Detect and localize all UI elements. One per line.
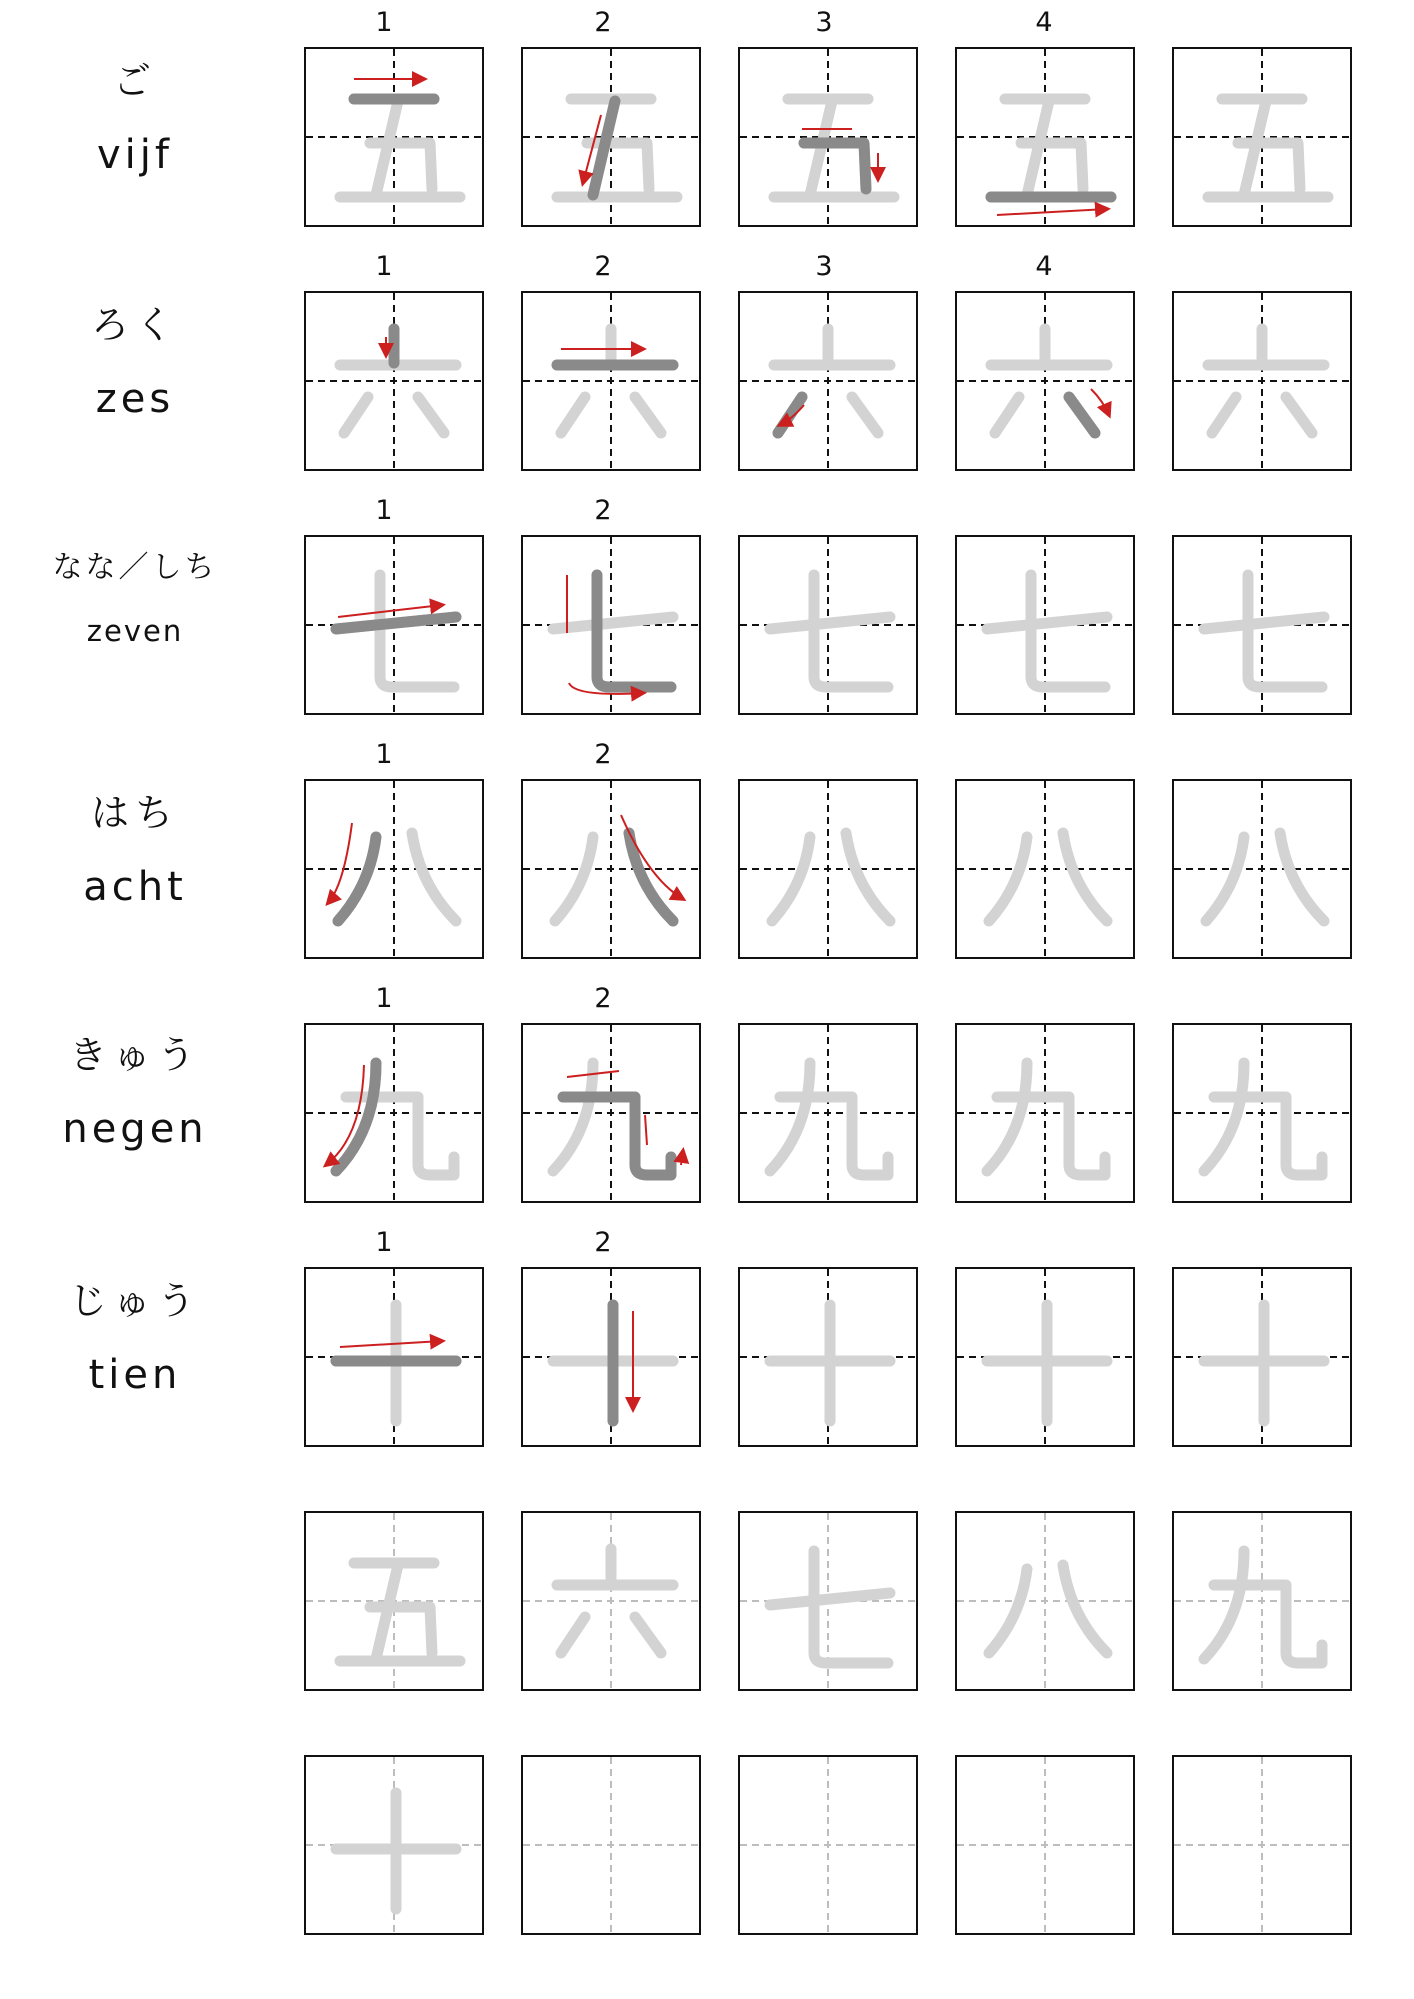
stroke-number: 2 [594, 1227, 612, 1258]
kanji-guide [740, 1513, 916, 1689]
practice-cell [521, 1267, 701, 1447]
kanji-guide [1174, 1513, 1350, 1689]
kanji-guide [740, 49, 916, 225]
practice-cell [955, 1023, 1135, 1203]
practice-cell [521, 1755, 701, 1935]
practice-cell [1172, 1511, 1352, 1691]
kanji-guide [1174, 293, 1350, 469]
kanji-guide [740, 781, 916, 957]
practice-cell [738, 1023, 918, 1203]
row-3-reading: なな／しち [52, 550, 218, 585]
practice-cell [1172, 1023, 1352, 1203]
practice-cell [304, 291, 484, 471]
practice-cell [738, 1267, 918, 1447]
kanji-guide [957, 49, 1133, 225]
kanji-guide [523, 781, 699, 957]
practice-cell [738, 291, 918, 471]
row-6-meaning: tien [88, 1352, 182, 1398]
kanji-guide [957, 293, 1133, 469]
stroke-number: 2 [594, 739, 612, 770]
row-1-reading: ご [112, 59, 157, 103]
kanji-stroke [814, 1551, 888, 1663]
kanji-guide [1174, 1269, 1350, 1445]
practice-cell [521, 535, 701, 715]
kanji-guide [740, 1269, 916, 1445]
row-4-reading: はち [90, 791, 179, 835]
kanji-stroke [778, 397, 802, 433]
kanji-guide [1174, 537, 1350, 713]
row-3-meaning: zeven [86, 614, 184, 648]
kanji-guide [523, 293, 699, 469]
stroke-number: 1 [375, 251, 393, 282]
kanji-guide [523, 537, 699, 713]
practice-cell [304, 535, 484, 715]
stroke-number: 1 [375, 983, 393, 1014]
practice-cell [955, 1267, 1135, 1447]
kanji-guide [1174, 1757, 1350, 1933]
stroke-number: 2 [594, 251, 612, 282]
kanji-stroke [1286, 397, 1312, 433]
kanji-stroke [553, 617, 673, 629]
practice-cell [1172, 779, 1352, 959]
stroke-number: 3 [815, 251, 833, 282]
kanji-stroke [1212, 397, 1236, 433]
practice-cell [955, 535, 1135, 715]
kanji-guide [740, 537, 916, 713]
kanji-guide [306, 781, 482, 957]
kanji-stroke [770, 617, 890, 629]
kanji-stroke [1069, 397, 1095, 433]
kanji-stroke [635, 1617, 661, 1653]
practice-cell [304, 1023, 484, 1203]
kanji-stroke [336, 617, 456, 629]
stroke-number: 2 [594, 495, 612, 526]
row-4-meaning: acht [83, 864, 187, 910]
kanji-guide [306, 537, 482, 713]
kanji-stroke [635, 397, 661, 433]
kanji-guide [740, 1757, 916, 1933]
kanji-guide [957, 1757, 1133, 1933]
kanji-guide [306, 1757, 482, 1933]
kanji-stroke [1031, 575, 1105, 687]
kanji-stroke [989, 1569, 1027, 1653]
kanji-guide [306, 293, 482, 469]
kanji-guide [523, 1513, 699, 1689]
kanji-stroke [989, 837, 1027, 921]
kanji-stroke [418, 397, 444, 433]
practice-cell [521, 1023, 701, 1203]
kanji-stroke [553, 1063, 593, 1171]
practice-cell [304, 1511, 484, 1691]
kanji-guide [957, 1025, 1133, 1201]
kanji-guide [523, 1757, 699, 1933]
kanji-stroke [561, 1617, 585, 1653]
kanji-stroke [987, 617, 1107, 629]
practice-cell [955, 47, 1135, 227]
stroke-order-arrow [997, 209, 1107, 215]
kanji-stroke [1204, 1063, 1244, 1171]
kanji-guide [1174, 781, 1350, 957]
practice-cell [304, 1267, 484, 1447]
kanji-stroke [561, 397, 585, 433]
practice-cell [1172, 291, 1352, 471]
kanji-guide [740, 293, 916, 469]
kanji-guide [523, 49, 699, 225]
practice-cell [304, 47, 484, 227]
kanji-stroke [1206, 837, 1244, 921]
kanji-stroke [597, 575, 671, 687]
row-2-meaning: zes [95, 376, 175, 422]
stroke-number: 4 [1035, 7, 1053, 38]
row-2-reading: ろく [90, 303, 179, 347]
kanji-guide [957, 781, 1133, 957]
kanji-stroke [846, 833, 890, 921]
kanji-guide [523, 1269, 699, 1445]
stroke-number: 2 [594, 983, 612, 1014]
practice-cell [955, 1511, 1135, 1691]
kanji-guide [957, 1269, 1133, 1445]
kanji-guide [306, 1025, 482, 1201]
practice-cell [738, 779, 918, 959]
kanji-stroke [770, 1063, 810, 1171]
practice-cell [1172, 535, 1352, 715]
stroke-number: 1 [375, 739, 393, 770]
stroke-number: 1 [375, 7, 393, 38]
kanji-stroke [995, 397, 1019, 433]
practice-cell [1172, 1755, 1352, 1935]
practice-cell [304, 1755, 484, 1935]
kanji-stroke [412, 833, 456, 921]
kanji-stroke [852, 397, 878, 433]
kanji-stroke [555, 837, 593, 921]
practice-cell [738, 1511, 918, 1691]
kanji-stroke [1063, 1565, 1107, 1653]
kanji-stroke [987, 1063, 1027, 1171]
kanji-stroke [597, 575, 671, 687]
stroke-number: 1 [375, 495, 393, 526]
kanji-guide [306, 1513, 482, 1689]
row-5-meaning: negen [62, 1106, 208, 1152]
practice-cell [955, 1755, 1135, 1935]
practice-cell [521, 47, 701, 227]
kanji-stroke [344, 397, 368, 433]
kanji-stroke [380, 575, 454, 687]
kanji-stroke [1063, 833, 1107, 921]
kanji-stroke [1280, 833, 1324, 921]
stroke-number: 3 [815, 7, 833, 38]
kanji-stroke [1248, 575, 1322, 687]
kanji-stroke [814, 575, 888, 687]
kanji-guide [1174, 1025, 1350, 1201]
stroke-number: 2 [594, 7, 612, 38]
practice-cell [521, 291, 701, 471]
practice-cell [304, 779, 484, 959]
practice-cell [955, 291, 1135, 471]
stroke-number: 1 [375, 1227, 393, 1258]
row-1-meaning: vijf [97, 132, 173, 178]
practice-cell [738, 47, 918, 227]
practice-cell [521, 1511, 701, 1691]
kanji-guide [523, 1025, 699, 1201]
kanji-guide [306, 49, 482, 225]
kanji-stroke [770, 1593, 890, 1605]
kanji-guide [957, 1513, 1133, 1689]
kanji-guide [1174, 49, 1350, 225]
stroke-order-arrow [567, 575, 643, 694]
practice-cell [1172, 1267, 1352, 1447]
practice-cell [1172, 47, 1352, 227]
kanji-stroke [1204, 617, 1324, 629]
kanji-guide [740, 1025, 916, 1201]
row-5-reading: きゅう [68, 1033, 201, 1077]
kanji-guide [957, 537, 1133, 713]
stroke-order-arrow [328, 823, 352, 903]
stroke-order-arrow [1091, 389, 1109, 415]
row-6-reading: じゅう [68, 1279, 201, 1323]
kanji-stroke [338, 837, 376, 921]
stroke-number: 4 [1035, 251, 1053, 282]
practice-cell [738, 1755, 918, 1935]
kanji-guide [306, 1269, 482, 1445]
practice-cell [738, 535, 918, 715]
practice-cell [955, 779, 1135, 959]
kanji-stroke [772, 837, 810, 921]
kanji-stroke [1204, 1551, 1244, 1659]
practice-cell [521, 779, 701, 959]
